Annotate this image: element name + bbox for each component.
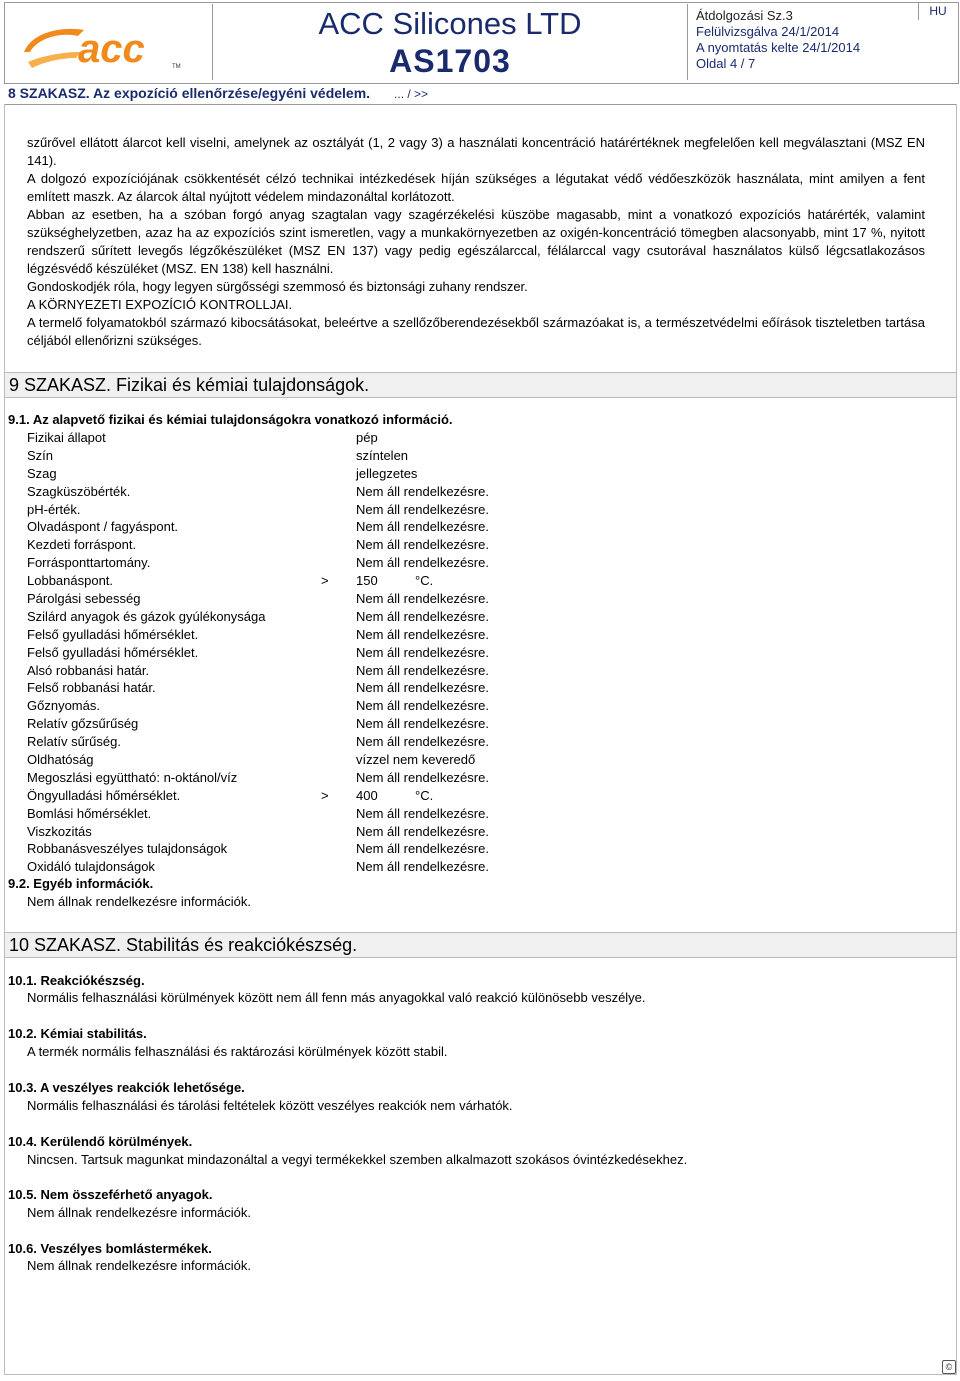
property-row [27, 626, 627, 644]
section9-header [5, 372, 956, 398]
page-number: Oldal 4 / 7 [696, 56, 756, 71]
property-value: Nem áll rendelkezésre. [356, 805, 489, 821]
property-operator: > [321, 787, 329, 803]
property-label: Relatív sűrűség. [27, 734, 121, 750]
section8-paragraph: A KÖRNYEZETI EXPOZÍCIÓ KONTROLLJAI. [27, 297, 293, 312]
property-label: pH-érték. [27, 501, 81, 517]
language-code: HU [918, 2, 957, 20]
section10-1-text: Normális felhasználási körülmények között nem áll fenn más anyagokkal való reakció különösebb veszélye. [27, 990, 646, 1005]
footer-copyright-icon: © [942, 1360, 956, 1374]
property-value: Nem áll rendelkezésre. [356, 859, 489, 875]
document-header [0, 0, 960, 104]
property-row [27, 823, 627, 841]
property-label: Relatív gőzsűrűség [27, 716, 139, 732]
property-value: jellegzetes [356, 465, 418, 481]
property-value: Nem áll rendelkezésre. [356, 698, 489, 714]
property-unit: °C. [415, 787, 434, 803]
section10-title: 10 SZAKASZ. Stabilitás és reakciókészség. [9, 935, 358, 955]
logo-tm: TM [172, 64, 181, 70]
property-row [27, 662, 627, 680]
property-value: Nem áll rendelkezésre. [356, 626, 489, 642]
property-row [27, 608, 627, 626]
section10-6-title: 10.6. Veszélyes bomlástermékek. [8, 1241, 212, 1256]
property-label: Olvadáspont / fagyáspont. [27, 519, 179, 535]
property-label: Fizikai állapot [27, 430, 106, 445]
property-value: Nem áll rendelkezésre. [356, 716, 489, 732]
property-row [27, 840, 627, 858]
revision-info [696, 8, 860, 72]
section10-4-title: 10.4. Kerülendő körülmények. [8, 1134, 193, 1149]
property-row [27, 501, 627, 519]
property-label: Szilárd anyagok és gázok gyúlékonysága [27, 608, 266, 624]
property-label: Öngyulladási hőmérséklet. [27, 787, 181, 803]
properties-table [27, 429, 627, 876]
property-label: Robbanásveszélyes tulajdonságok [27, 841, 228, 857]
property-label: Megoszlási együttható: n-oktánol/víz [27, 769, 238, 785]
property-value: pép [356, 430, 378, 445]
property-label: Felső gyulladási hőmérséklet. [27, 626, 199, 642]
section8-paragraph: A dolgozó expozíciójának csökkentését célzó technikai intézkedések híján szükséges a légutakat védő védőeszközök használata, mint amilyen a fent említett maszk. Az álarcok által nyújtott védelem mindazonáltal korlátozott. [27, 171, 925, 204]
property-value: 400 [356, 787, 378, 803]
property-operator: > [321, 573, 329, 589]
property-value: Nem áll rendelkezésre. [356, 823, 489, 839]
section9-2-title: 9.2. Egyéb információk. [8, 876, 154, 891]
property-label: Felső robbanási határ. [27, 680, 156, 696]
property-row [27, 787, 627, 805]
continued-section-title: 8 SZAKASZ. Az expozíció ellenőrzése/egyéni védelem. [8, 85, 371, 101]
property-row [27, 644, 627, 662]
section10-2-title: 10.2. Kémiai stabilitás. [8, 1026, 147, 1041]
property-row [27, 590, 627, 608]
property-value: Nem áll rendelkezésre. [356, 537, 489, 553]
company-name: ACC Silicones LTD [318, 6, 582, 41]
section10-6-text: Nem állnak rendelkezésre információk. [27, 1258, 251, 1273]
property-label: Párolgási sebesség [27, 591, 141, 607]
continued-section-line [8, 85, 428, 101]
property-value: Nem áll rendelkezésre. [356, 644, 489, 660]
property-value: Nem áll rendelkezésre. [356, 483, 489, 499]
property-value: Nem áll rendelkezésre. [356, 519, 489, 535]
property-row [27, 715, 627, 733]
property-row [27, 805, 627, 823]
property-label: Oldhatóság [27, 752, 94, 768]
property-value: Nem áll rendelkezésre. [356, 662, 489, 678]
property-value: Nem áll rendelkezésre. [356, 734, 489, 750]
reviewed-date: Felülvizsgálva 24/1/2014 [696, 24, 840, 39]
property-label: Forrásponttartomány. [27, 555, 151, 571]
property-label: Bomlási hőmérséklet. [27, 805, 152, 821]
section9-title: 9 SZAKASZ. Fizikai és kémiai tulajdonságok. [9, 375, 370, 395]
property-value: Nem áll rendelkezésre. [356, 591, 489, 607]
property-label: Viszkozitás [27, 823, 92, 839]
property-value: Nem áll rendelkezésre. [356, 680, 489, 696]
property-label: Kezdeti forráspont. [27, 537, 137, 553]
property-row [27, 447, 627, 465]
property-row [27, 518, 627, 536]
property-value: színtelen [356, 447, 409, 463]
property-label: Szín [27, 447, 54, 463]
section10-1-title: 10.1. Reakciókészség. [8, 973, 145, 988]
property-row [27, 733, 627, 751]
property-label: Felső gyulladási hőmérséklet. [27, 644, 199, 660]
section8-paragraph: A termelő folyamatokból származó kibocsátásokat, beleértve a szellőzőberendezésekből származóakat is, a természetvédelmi eőírások tiszteletben tartása céljából ellenőrizni szükséges. [27, 315, 925, 348]
property-row [27, 679, 627, 697]
property-label: Oxidáló tulajdonságok [27, 859, 155, 875]
section9-1-title: 9.1. Az alapvető fizikai és kémiai tulajdonságokra vonatkozó információ. [8, 412, 453, 427]
property-value: 150 [356, 573, 378, 589]
property-label: Szag [27, 465, 57, 481]
property-unit: °C. [415, 573, 434, 589]
section10-header [5, 932, 956, 958]
property-value: Nem áll rendelkezésre. [356, 841, 489, 857]
section10-3-title: 10.3. A veszélyes reakciók lehetősége. [8, 1080, 245, 1095]
property-label: Lobbanáspont. [27, 573, 114, 589]
section8-paragraph: szűrővel ellátott álarcot kell viselni, amelynek az osztályát (1, 2 vagy 3) a használati koncentráció határértéknek megfelelően kell megválasztani (MSZ EN 141). [27, 135, 925, 168]
product-code: AS1703 [389, 43, 511, 79]
revision-number: Átdolgozási Sz.3 [696, 8, 793, 23]
section10-5-text: Nem állnak rendelkezésre információk. [27, 1205, 251, 1220]
logo-box [6, 4, 213, 80]
continued-more: ... / >> [394, 87, 429, 101]
property-value: Nem áll rendelkezésre. [356, 555, 489, 571]
property-row [27, 483, 627, 501]
property-row [27, 697, 627, 715]
property-row [27, 554, 627, 572]
section8-body [27, 134, 925, 350]
section10-4-text: Nincsen. Tartsuk magunkat mindazonáltal a vegyi termékekkel szemben alkalmazott szokásos óvintézkedésekhez. [27, 1152, 688, 1167]
property-row [27, 769, 627, 787]
section8-paragraph: Gondoskodjék róla, hogy legyen sürgősségi szemmosó és biztonsági zuhany rendszer. [27, 279, 528, 294]
property-label: Szagküszöbérték. [27, 483, 131, 499]
title-box [213, 4, 688, 80]
logo-text: acc [78, 27, 145, 71]
property-label: Alsó robbanási határ. [27, 662, 150, 678]
property-value: Nem áll rendelkezésre. [356, 769, 489, 785]
property-value: Nem áll rendelkezésre. [356, 501, 489, 517]
section10-2-text: A termék normális felhasználási és raktározási körülmények között stabil. [27, 1044, 448, 1059]
property-row [27, 465, 627, 483]
property-row [27, 858, 627, 876]
property-value: vízzel nem keveredő [356, 752, 476, 768]
property-row [27, 751, 627, 769]
section9-2-text: Nem állnak rendelkezésre információk. [27, 894, 251, 909]
section8-paragraph: Abban az esetben, ha a szóban forgó anyag szagtalan vagy szagérzékelési küszöbe magasabb, mint a vonatkozó expozíciós határérték, valamint szükséghelyzetben, azaz ha az expozíciós szint ismeretlen, vagy a munkakörnyezetben az oxigén-koncentráció tömegben alacsonyabb, mint 17 %, nyitott rendszerű sűrített levegős légzőkészüléket (MSZ EN 137) vagy pedig egészálarccal, félálarccal vagy csutorával használatos külső légcsatlakozásos légzésvédő készüléket (MSZ. EN 138) kell használni. [27, 207, 925, 276]
property-row [27, 536, 627, 554]
property-row [27, 572, 627, 590]
property-label: Gőznyomás. [27, 698, 100, 714]
property-value: Nem áll rendelkezésre. [356, 608, 489, 624]
printed-date: A nyomtatás kelte 24/1/2014 [696, 40, 861, 55]
section10-5-title: 10.5. Nem összeférhető anyagok. [8, 1187, 213, 1202]
property-row [27, 429, 627, 447]
section10-3-text: Normális felhasználási és tárolási feltételek között veszélyes reakciók nem várhatók. [27, 1098, 513, 1113]
acc-logo [22, 22, 192, 72]
